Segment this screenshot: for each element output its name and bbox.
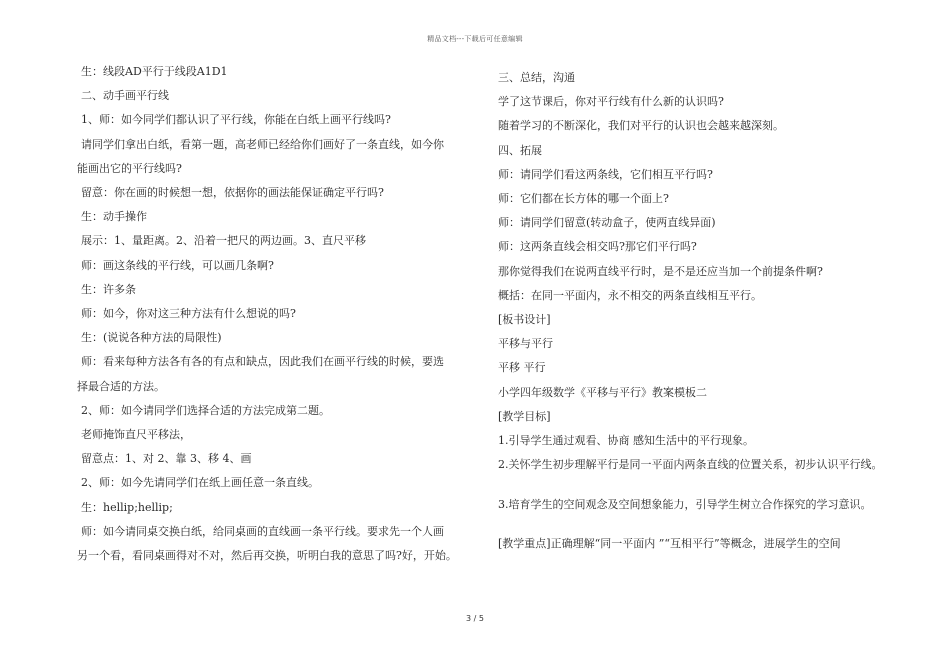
- text-line: 平移 平行: [498, 361, 546, 375]
- text-line: 那你觉得我们在说两直线平行时，是不是还应当加一个前提条件啊?: [498, 264, 823, 278]
- text-line: 师：请同学们看这两条线，它们相互平行吗?: [498, 167, 713, 181]
- text-line: 留意：你在画的时候想一想，依据你的画法能保证确定平行吗?: [81, 186, 384, 200]
- text-line: 师：如今请同桌交换白纸，给同桌画的直线画一条平行线。要求先一个人画: [81, 524, 444, 538]
- text-line: 老师掩饰直尺平移法，: [81, 428, 191, 442]
- text-line: 平移与平行: [498, 337, 553, 351]
- text-line: 生：线段AD平行于线段A1D1: [81, 65, 228, 78]
- text-line: 1、师：如今同学们都认识了平行线，你能在白纸上画平行线吗?: [81, 113, 391, 127]
- text-line: 展示：1、量距离。2、沿着一把尺的两边画。3、直尺平移: [81, 234, 366, 248]
- text-line: 师：如今，你对这三种方法有什么想说的吗?: [81, 307, 296, 321]
- text-line: 择最合适的方法。: [77, 379, 165, 393]
- page-header: 精品文档---下载后可任意编辑: [427, 35, 523, 43]
- text-line: 生：(说说各种方法的局限性): [81, 331, 222, 345]
- text-line: 1.引导学生通过观看、协商 感知生活中的平行现象。: [498, 434, 754, 448]
- text-line: 师：请同学们留意(转动盒子，使两直线异面): [498, 216, 716, 230]
- text-line: 师：这两条直线会相交吗?那它们平行吗?: [498, 240, 697, 254]
- text-line: 2.关怀学生初步理解平行是同一平面内两条直线的位置关系，初步认识平行线。: [498, 458, 883, 472]
- section-heading: 三、总结，沟通: [498, 71, 575, 84]
- text-line: 生：hellip;hellip;: [81, 500, 173, 514]
- page-number: 3 / 5: [466, 614, 484, 623]
- text-line: 随着学习的不断深化，我们对平行的认识也会越来越深刻。: [498, 119, 784, 133]
- text-line: [教学重点]正确理解“同一平面内 ”“互相平行”等概念，进展学生的空间: [498, 536, 841, 550]
- text-line: 2、师：如今请同学们选择合适的方法完成第二题。: [81, 403, 330, 417]
- section-heading: 二、动手画平行线: [81, 89, 169, 103]
- text-line: 2、师：如今先请同学们在纸上画任意一条直线。: [81, 476, 319, 490]
- left-column: [77, 60, 463, 568]
- text-line: 师：看来每种方法各有各的有点和缺点，因此我们在画平行线的时候，要选: [81, 355, 444, 369]
- right-column: [498, 60, 883, 556]
- text-line: 另一个看，看同桌画得对不对，然后再交换，听明白我的意思了吗?好，开始。: [77, 549, 457, 563]
- text-line: 概括：在同一平面内，永不相交的两条直线相互平行。: [498, 288, 762, 302]
- text-line: 师：它们都在长方体的哪一个面上?: [498, 192, 669, 206]
- text-line: 留意点：1、对 2、靠 3、移 4、画: [81, 452, 252, 466]
- text-line: 生：许多条: [81, 282, 136, 296]
- text-line: 能画出它的平行线吗?: [77, 161, 182, 175]
- text-line: 小学四年级数学《平移与平行》教案模板二: [498, 385, 707, 399]
- text-line: 请同学们拿出白纸，看第一题，高老师已经给你们画好了一条直线，如今你: [81, 137, 444, 151]
- text-line: 师：画这条线的平行线，可以画几条啊?: [81, 258, 274, 272]
- text-line: 生：动手操作: [81, 210, 147, 224]
- text-line: 3.培育学生的空间观念及空间想象能力，引导学生树立合作探究的学习意识。: [498, 498, 872, 512]
- section-heading: 四、拓展: [498, 143, 542, 157]
- text-line: [教学目标]: [498, 409, 551, 423]
- text-line: 学了这节课后，你对平行线有什么新的认识吗?: [498, 95, 724, 109]
- text-line: [板书设计]: [498, 313, 551, 327]
